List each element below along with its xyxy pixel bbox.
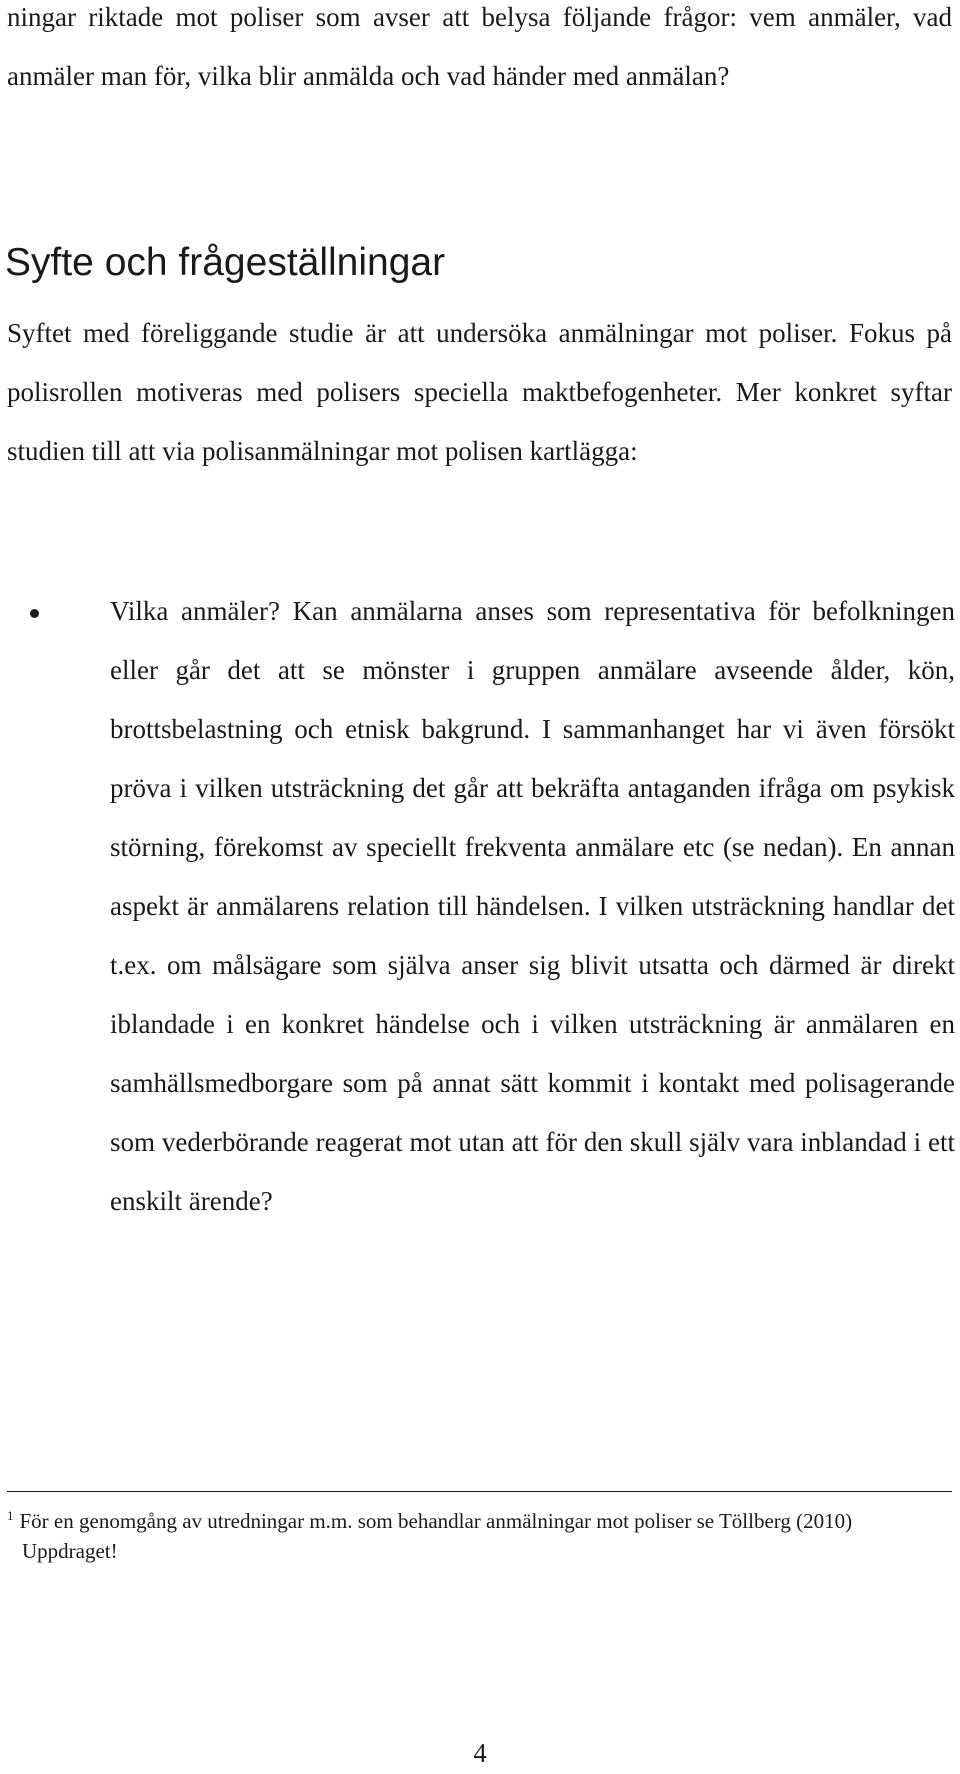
footnote-separator <box>7 1491 952 1492</box>
footnote <box>7 1506 952 1566</box>
bullet-icon <box>30 609 39 618</box>
aim-paragraph: Syftet med föreliggande studie är att undersöka anmälningar mot poliser. Fokus på polisrollen motiveras med polisers speciella maktbefogenheter. Mer konkret syftar studien till att via polisanmälningar mot polisen kartlägga: <box>7 318 952 466</box>
section-heading: Syfte och frågeställningar <box>5 241 446 284</box>
footnote-line-2: Uppdraget! <box>22 1539 118 1563</box>
footnote-marker: 1 <box>7 1508 14 1523</box>
intro-paragraph: ningar riktade mot poliser som avser att belysa följande frågor: vem anmäler, vad anmäler man för, vilka blir anmälda och vad händer med anmälan? <box>7 2 952 91</box>
footnote-line-1 <box>7 1506 952 1536</box>
page-number: 4 <box>473 1738 487 1768</box>
list-item-text: Vilka anmäler? Kan anmälarna anses som representativa för befolkningen eller går det att se mönster i gruppen anmälare avseende ålder, kön, brottsbelastning och etnisk bakgrund. I sammanhanget har vi även försökt pröva i vilken utsträckning det går att bekräfta antaganden ifråga om psykisk störning, förekomst av speciellt frekventa anmälare etc (se nedan). En annan aspekt är anmälarens relation till händelsen. I vilken utsträckning handlar det t.ex. om målsägare som själva anser sig blivit utsatta och därmed är direkt iblandade i en konkret händelse och i vilken utsträckning är anmälaren en samhällsmedborgare som på annat sätt kommit i kontakt med polisagerande som vederbörande reagerat mot utan att för den skull själv vara inblandad i ett enskilt ärende? <box>110 596 955 1216</box>
footnote-text: För en genomgång av utredningar m.m. som behandlar anmälningar mot poliser se Töllberg (2010) <box>19 1509 853 1533</box>
